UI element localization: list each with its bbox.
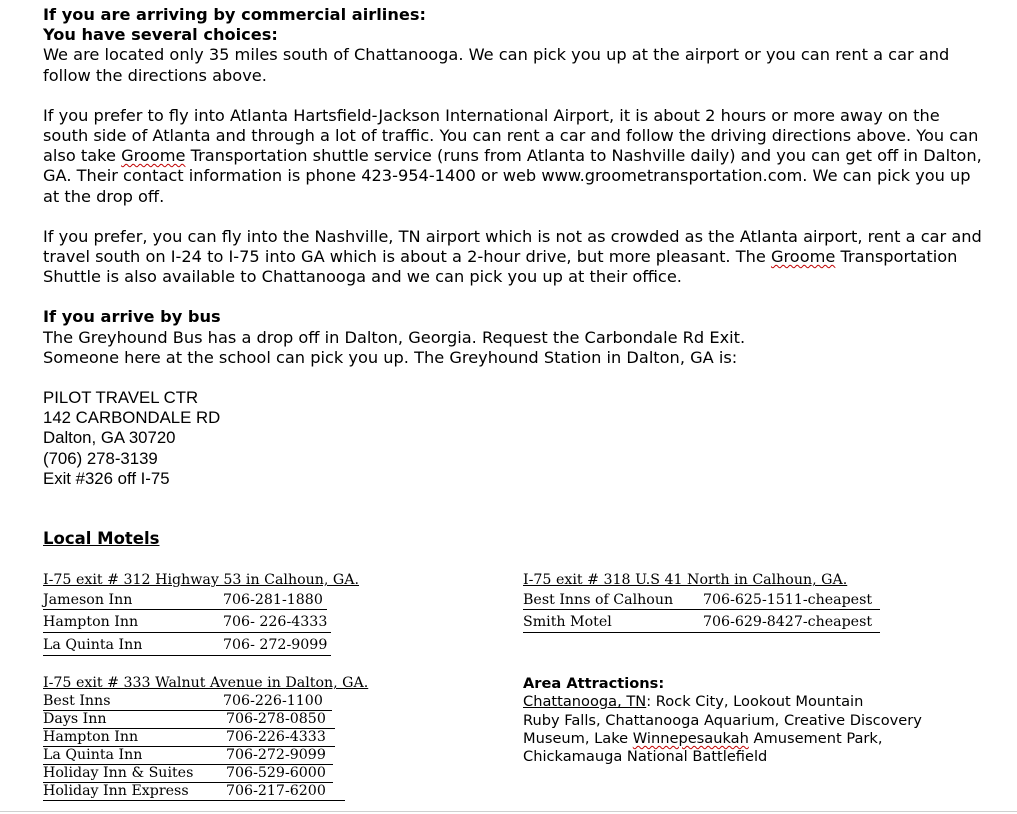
- p3-text-a: If you prefer, you can fly into the Nashville, TN airport which is not as crowded as the Atlanta airport, rent a car and travel south on I-24 to I-75 into GA which is about a 2-hour drive, but more pleasant. The: [43, 226, 982, 267]
- table-row: [43, 729, 473, 747]
- group-title: [43, 675, 473, 693]
- attractions-text: Amusement Park,: [748, 729, 883, 747]
- motel-phone: 706-278-0850: [226, 711, 326, 727]
- table-row: [43, 614, 473, 637]
- motel-name: Smith Motel: [523, 614, 612, 630]
- motel-phone: 706-217-6200: [226, 783, 326, 799]
- motel-name: Holiday Inn Express: [43, 783, 189, 799]
- p2-text-b: Transportation shuttle service (runs from Atlanta to Nashville daily) and you can get off in Dalton, GA. Their contact information is phone 423-954-1400 or web www.groometransportation.com. We can pick you up at the drop off.: [43, 146, 982, 206]
- address-line: PILOT TRAVEL CTR: [43, 388, 199, 408]
- motel-phone: 706-625-1511-cheapest: [703, 592, 873, 608]
- station-address: [43, 388, 983, 489]
- groome-word: Groome: [770, 247, 836, 267]
- choices-heading: You have several choices:: [43, 25, 278, 45]
- group-title: [523, 572, 963, 592]
- table-row: [523, 592, 963, 614]
- motel-phone: 706-281-1880: [223, 592, 323, 608]
- attractions-line: Ruby Falls, Chattanooga Aquarium, Creative Discovery: [523, 711, 922, 729]
- attractions-line: Chickamauga National Battlefield: [523, 748, 768, 766]
- address-line: Exit #326 off I-75: [43, 468, 170, 488]
- motel-name: La Quinta Inn: [43, 747, 143, 763]
- address-line: 142 CARBONDALE RD: [43, 408, 221, 428]
- motel-name: Jameson Inn: [43, 592, 133, 608]
- motel-phone: 706-529-6000: [226, 765, 326, 781]
- attractions-text: Museum, Lake: [523, 729, 633, 747]
- motel-phone: 706- 272-9099: [223, 637, 328, 653]
- attractions-heading: Area Attractions:: [523, 675, 665, 692]
- bus-heading: If you arrive by bus: [43, 307, 221, 327]
- motel-name: Hampton Inn: [43, 614, 139, 630]
- motel-name: Hampton Inn: [43, 729, 139, 745]
- group2-title: I-75 exit # 318 U.S 41 North in Calhoun, GA.: [523, 572, 848, 588]
- area-attractions: [523, 675, 963, 766]
- motel-name: Best Inns of Calhoun: [523, 592, 674, 608]
- motels-right-column: [523, 572, 963, 766]
- motel-name: Holiday Inn & Suites: [43, 765, 194, 781]
- bus-line-1: The Greyhound Bus has a drop off in Dalton, Georgia. Request the Carbondale Rd Exit.: [43, 327, 746, 347]
- table-row: [43, 711, 473, 729]
- airlines-paragraph-2: [43, 106, 983, 207]
- attractions-line: [523, 693, 963, 711]
- motels-left-column: [43, 572, 473, 801]
- motel-phone: 706-629-8427-cheapest: [703, 614, 873, 630]
- attractions-city: Chattanooga, TN: [523, 693, 647, 711]
- motel-phone: 706-272-9099: [226, 747, 326, 763]
- table-row: [43, 783, 473, 801]
- table-row: [43, 693, 473, 711]
- local-motels-heading: Local Motels: [43, 529, 160, 549]
- motel-phone: 706-226-1100: [223, 693, 323, 709]
- p3-text-b: Transportation Shuttle is also available to Chattanooga and we can pick you up at their office.: [43, 247, 958, 287]
- group-title: [43, 572, 473, 592]
- table-row: [43, 765, 473, 783]
- motel-name: Days Inn: [43, 711, 107, 727]
- motel-phone: 706- 226-4333: [223, 614, 328, 630]
- airlines-paragraph-3: [43, 227, 983, 288]
- airlines-paragraph-1: We are located only 35 miles south of Chattanooga. We can pick you up at the airport or you can rent a car and follow the directions above.: [43, 45, 950, 85]
- page-bottom-divider: [0, 811, 1017, 812]
- attractions-line: [523, 730, 963, 748]
- address-line: Dalton, GA 30720: [43, 428, 176, 448]
- bus-line-2: Someone here at the school can pick you up. The Greyhound Station in Dalton, GA is:: [43, 347, 738, 367]
- group3-title: I-75 exit # 333 Walnut Avenue in Dalton, GA.: [43, 675, 369, 691]
- table-row: [523, 614, 963, 637]
- winnepesaukah-word: Winnepesaukah: [632, 729, 749, 747]
- table-row: [43, 747, 473, 765]
- document-body: [43, 5, 983, 549]
- table-row: [43, 592, 473, 614]
- table-row: [43, 637, 473, 660]
- motel-name: Best Inns: [43, 693, 111, 709]
- groome-word: Groome: [121, 146, 186, 166]
- group1-title: I-75 exit # 312 Highway 53 in Calhoun, GA.: [43, 572, 360, 588]
- motel-phone: 706-226-4333: [226, 729, 326, 745]
- p2-text-a: If you prefer to fly into Atlanta Hartsfield-Jackson International Airport, it is about 2 hours or more away on the south side of Atlanta and through a lot of traffic. You can rent a car and follow the driving directions above. You can also take: [43, 105, 979, 166]
- address-line: (706) 278-3139: [43, 448, 158, 468]
- motel-name: La Quinta Inn: [43, 637, 143, 653]
- airlines-heading: If you are arriving by commercial airlines:: [43, 5, 426, 24]
- attractions-text: : Rock City, Lookout Mountain: [646, 693, 864, 711]
